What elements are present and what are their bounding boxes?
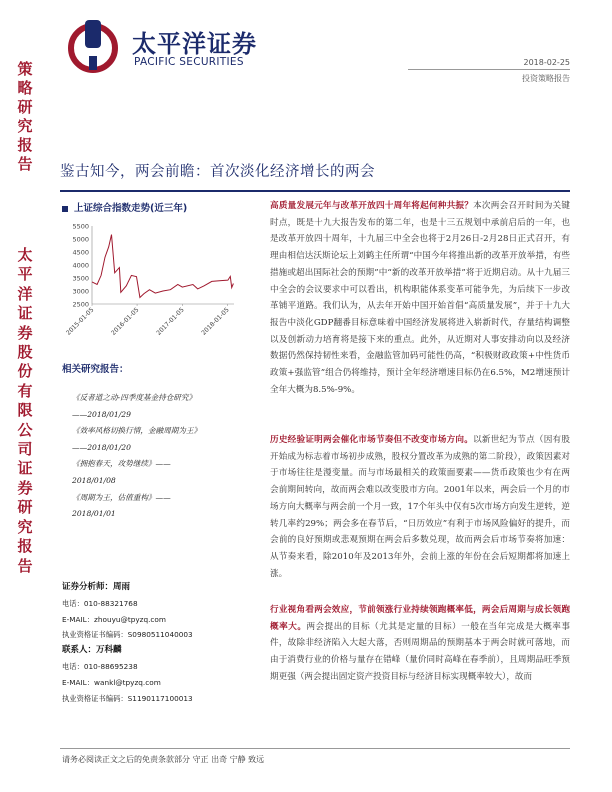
paragraph-lead: 高质量发展元年与改革开放四十周年将起何种共振？ [270, 201, 474, 211]
index-chart-panel [62, 200, 252, 337]
y-tick-label: 2500 [72, 300, 89, 309]
logo-mark-icon [62, 18, 124, 74]
index-chart-heading [62, 200, 252, 214]
analyst-email[interactable]: E-MAIL：zhouyu@tpyzq.com [62, 614, 167, 624]
report-type: 投资策略报告 [522, 74, 570, 83]
side-char: 有 [17, 381, 33, 400]
footer-divider [60, 748, 570, 749]
body-paragraph [270, 602, 570, 686]
related-report-title[interactable]: 《拥抱春天，攻势继续》—— [72, 459, 171, 469]
x-tick-label: 2015-01-05 [65, 306, 96, 337]
side-char: 限 [17, 401, 33, 420]
x-tick-label: 2018-01-05 [200, 306, 231, 337]
related-report-title[interactable]: 《效率风格切换行情，金融周期为王》 [72, 426, 202, 436]
side-char: 证 [17, 459, 33, 478]
side-title-strategy [16, 60, 34, 174]
side-char: 究 [17, 517, 33, 536]
y-tick-label: 5000 [72, 235, 89, 244]
index-series-line [92, 235, 233, 298]
body-paragraph [270, 432, 570, 582]
side-char: 券 [17, 478, 33, 497]
related-report-date: 2018/01/01 [72, 509, 116, 519]
side-char: 券 [17, 323, 33, 342]
y-tick-label: 4500 [72, 248, 89, 257]
logo-english-name: PACIFIC SECURITIES [134, 56, 244, 68]
y-tick-label: 5500 [72, 222, 89, 231]
related-report-title[interactable]: 《周期为王，估值重构》—— [72, 492, 171, 502]
y-tick-label: 3000 [72, 287, 89, 296]
analyst-name: 证券分析师：周雨 [62, 582, 131, 592]
y-tick-label: 3500 [72, 274, 89, 283]
side-char: 平 [17, 265, 33, 284]
side-char: 研 [17, 98, 33, 116]
report-title: 鉴古知今，两会前瞻：首次淡化经济增长的两会 [60, 164, 375, 180]
related-report-item[interactable] [72, 490, 252, 523]
logo-chinese-name: 太平洋证券 [132, 30, 257, 58]
contact-phone: 电话：010-88695238 [62, 661, 138, 671]
side-char: 略 [17, 79, 33, 97]
paragraph-lead: 行业视角看两会效应，节前领涨行业持续领跑概率低，两会后周期与成长领跑概率大。 [270, 605, 570, 632]
company-logo [62, 18, 282, 76]
title-divider [60, 190, 570, 192]
contact-name: 联系人：万科麟 [62, 645, 122, 656]
side-char: 研 [17, 498, 33, 517]
side-char: 洋 [17, 284, 33, 303]
analyst-info [62, 580, 252, 706]
side-char: 策 [17, 60, 33, 78]
related-report-date: ——2018/01/29 [72, 409, 131, 419]
side-char: 究 [17, 117, 33, 135]
paragraph-text: 两会提出的目标（尤其是定量的目标）一般在当年完成是大概率事件，故除非经济陷入大起大落，否则周期品的预期基本于两会时就可落地，而由于消费行业的价格与量存在错峰（量价同时高峰在春季前），且周期品旺季预期更强（两会提出固定资产投资目标与经济目标实现概率较大），故而 [270, 621, 570, 682]
side-char: 股 [17, 343, 33, 362]
side-char: 司 [17, 440, 33, 459]
header-divider [408, 69, 570, 70]
y-tick-label: 4000 [72, 261, 89, 270]
side-char: 告 [17, 556, 33, 575]
related-report-date: 2018/01/08 [72, 475, 116, 485]
paragraph-text: 以新世纪为节点（因有股开始成为标志着市场初步成熟，股权分置改革为成熟的第二阶段），政策因素对于市场往往是漫变量。而与市场最相关的政策面要素——货币政策也少有在两会前期间转向，故而两会难以改变股市方向。2001年以来，两会后一个月的市场方向大概率与两会前一个月一致，17个年头中仅有5次市场方向发生逆转，逆转几率约29%；两会多在春节后，“日历效应”有利于市场风险偏好的提升，而会前的良好预期或悲观预期在两会后多数兑现，故而两会后市场节奏将加速：从节奏来看，除2010年及2013年外，会前上涨的年份在会后短期都将加速上涨。 [270, 435, 570, 579]
related-report-item[interactable] [72, 456, 252, 489]
side-char: 报 [17, 136, 33, 154]
square-bullet-icon [62, 206, 68, 212]
side-char: 告 [17, 155, 33, 173]
index-line-chart [62, 218, 242, 358]
related-report-date: ——2018/01/20 [72, 442, 131, 452]
side-title-company [16, 246, 34, 576]
side-char: 份 [17, 362, 33, 381]
report-date: 2018-02-25 [523, 58, 570, 67]
paragraph-text: 本次两会召开时间为关键时点，既是十九大报告发布的第二年，也是十三五规划中承前启后的一年，也是改革开放四十周年，十九届三中全会也将于2月26日-2月28日正式召开，有理由相信达沃斯论坛上刘鹤主任所谓“中国今年将推出新的改革开放举措，有些措施或超出国际社会的预期”中“新的改革开放举措”将于近期启动。从十九届三中全会的会议要求中可以看出，机构职能体系变革可能争先，为后续下一步改革铺平道路。我们认为，从去年开始中国开始首倡“高质量发展”，并于十九大报告中淡化GDP翻番目标意味着中国经济发展将进入崭新时代，存量结构调整以及创新动力培育将是接下来的重点。此外，从近期对人事安排动向以及经济数据仍然保持韧性来看，金融监管加码可能性仍高，“积极财政政策+中性货币政策+强监管”组合仍将维持，预计全年经济增速目标仍在6.5%，M2增速预计全年大概为8.5%-9%。 [270, 201, 570, 395]
body-paragraph [270, 198, 570, 398]
analyst-license: 执业资格证书编码：S0980511040003 [62, 630, 193, 640]
side-char: 太 [17, 246, 33, 264]
index-chart-heading-text: 上证综合指数走势(近三年) [74, 203, 188, 214]
related-report-item[interactable] [72, 390, 252, 423]
analyst-phone: 电话：010-88321768 [62, 598, 138, 608]
contact-license: 执业资格证书编码：S1190117100013 [62, 693, 193, 703]
related-reports-list [72, 390, 252, 523]
footer-disclaimer: 请务必阅读正文之后的免责条款部分 守正 出奇 宁静 致远 [62, 755, 265, 764]
side-char: 报 [17, 537, 33, 556]
side-char: 证 [17, 304, 33, 323]
related-report-title[interactable]: 《反者道之动-四季度基金持仓研究》 [72, 393, 197, 402]
related-reports-heading: 相关研究报告： [62, 364, 129, 375]
related-report-item[interactable] [72, 423, 252, 456]
contact-email[interactable]: E-MAIL：wankl@tpyzq.com [62, 677, 161, 687]
side-char: 公 [17, 420, 33, 439]
x-tick-label: 2017-01-05 [155, 306, 186, 337]
paragraph-lead: 历史经验证明两会催化市场节奏但不改变市场方向。 [270, 435, 474, 445]
x-tick-label: 2016-01-05 [110, 306, 141, 337]
